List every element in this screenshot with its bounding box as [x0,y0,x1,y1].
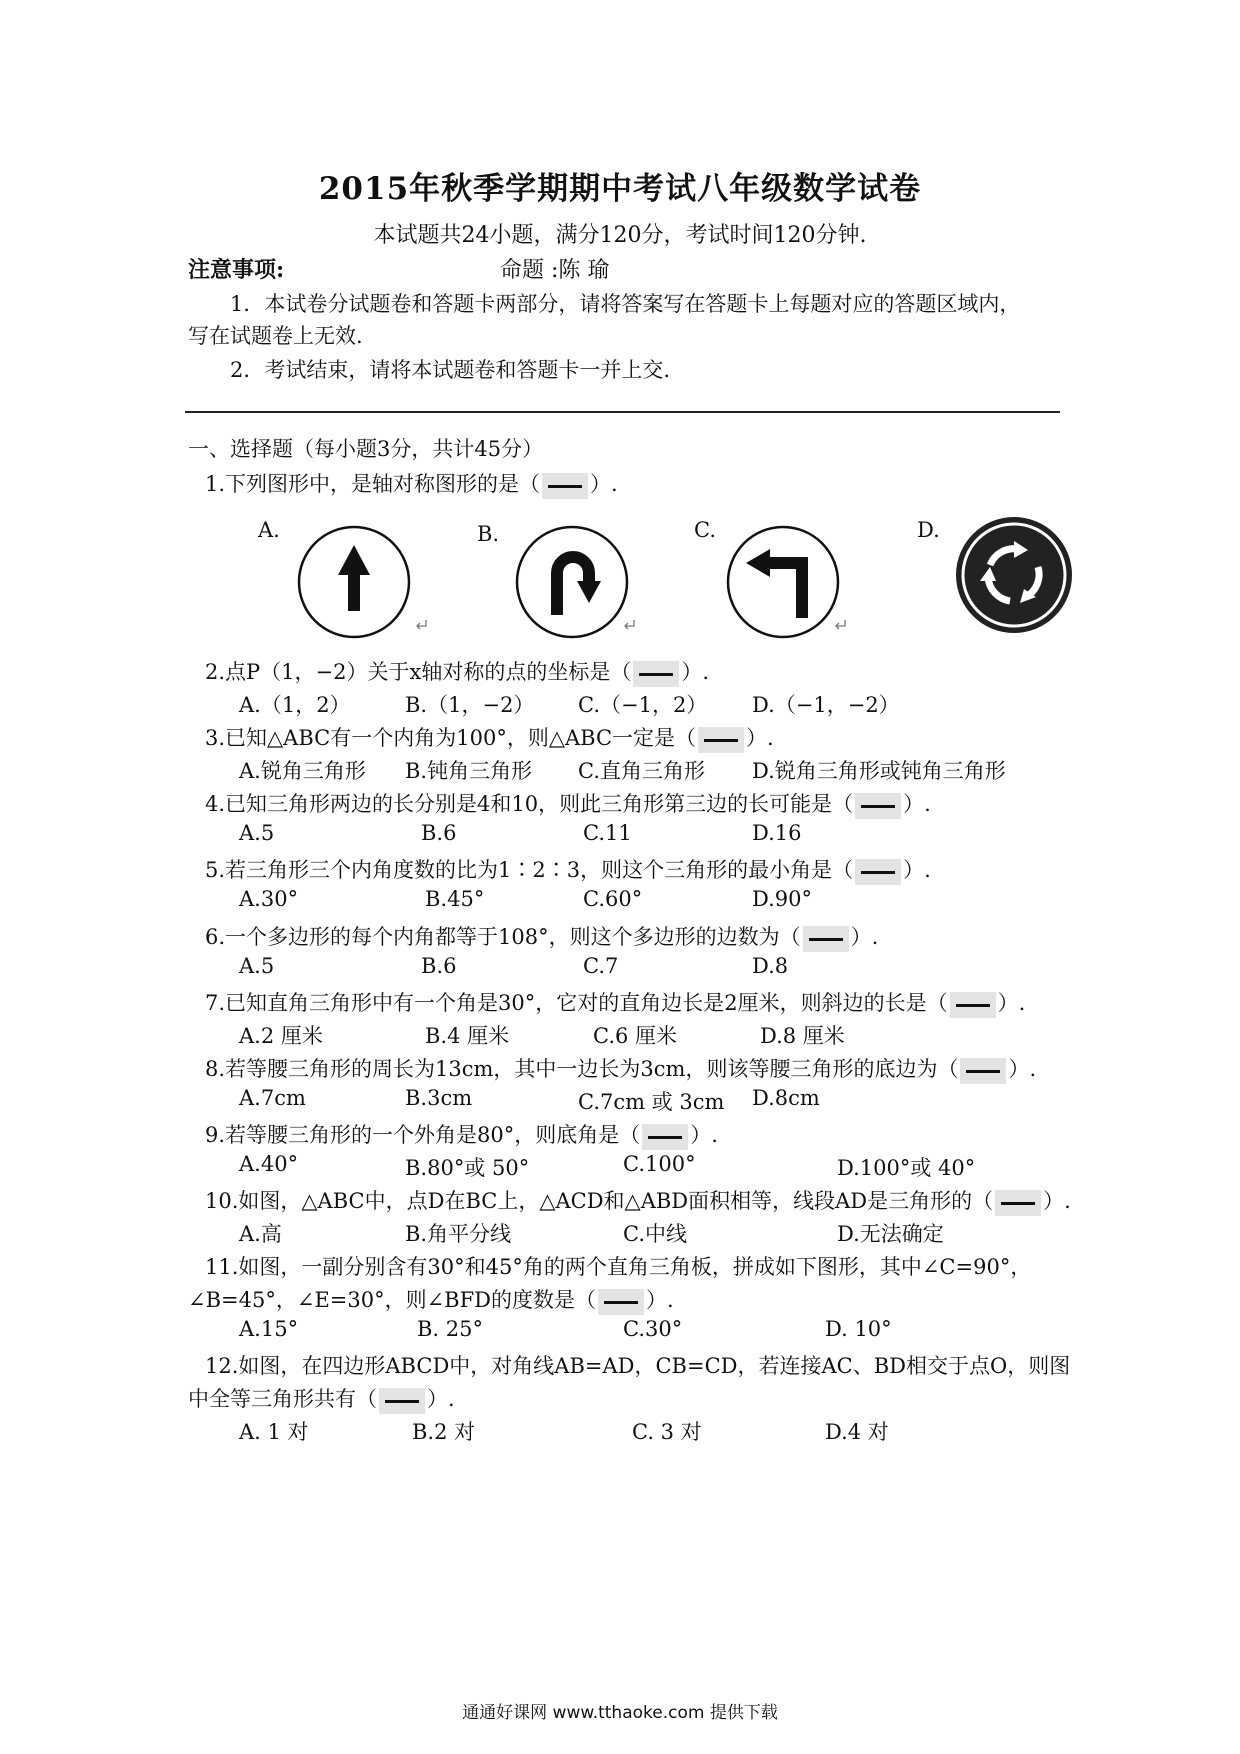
option-a: A.7cm [239,1086,306,1110]
question-11-cont [188,1284,674,1315]
question-end: ）. [590,472,618,496]
question-text: ∠B=45°，∠E=30°，则∠BFD的度数是（ [188,1288,597,1312]
option-c: C.100° [623,1152,696,1176]
question-8 [205,1053,1036,1084]
question-4 [205,788,931,819]
return-mark-icon [623,618,637,632]
return-mark-icon [415,618,429,632]
answer-blank [855,859,901,885]
option-a: A.5 [239,821,275,845]
option-b: B. 25° [417,1317,484,1341]
answer-blank [379,1388,425,1414]
answer-blank [995,1190,1041,1216]
q1-option-b-label: B. [477,522,500,546]
question-end: ）. [903,858,931,882]
question-3 [205,722,774,753]
option-c: C.7 [583,954,619,978]
option-c: C.30° [623,1317,683,1341]
question-11 [205,1251,1031,1281]
answer-blank [642,1124,688,1150]
question-1 [205,468,618,499]
option-b: B.6 [421,821,457,845]
footer-credit: 通通好课网 www.tthaoke.com 提供下载 [462,1703,778,1723]
answer-blank [960,1058,1006,1084]
option-d: D.8cm [752,1086,820,1110]
question-text: 2.点P（1，−2）关于x轴对称的点的坐标是（ [205,660,632,684]
u-turn-sign-icon [513,523,631,641]
option-d: D. 10° [825,1317,892,1341]
question-text: 7.已知直角三角形中有一个角是30°，它对的直角边长是2厘米，则斜边的长是（ [205,991,948,1015]
option-b: B.（1，−2） [405,693,535,717]
section-heading: 一、选择题（每小题3分，共计45分） [188,437,544,461]
question-text: 12.如图，在四边形ABCD中，对角线AB=AD，CB=CD，若连接AC、BD相交于点O，则图 [205,1354,1071,1378]
option-b: B.6 [421,954,457,978]
question-text: 1.下列图形中，是轴对称图形的是（ [205,472,541,496]
author-line: 命题 :陈 瑜 [500,258,610,283]
option-b: B.2 对 [412,1420,476,1444]
option-b: B.钝角三角形 [405,759,533,783]
q1-option-d-label: D. [917,518,940,542]
option-a: A.（1，2） [239,693,351,717]
option-c: C.7cm 或 3cm [578,1090,725,1114]
question-end: ）. [850,925,879,949]
option-b: B.3cm [405,1086,473,1110]
option-c: C.60° [583,887,643,911]
question-end: ）. [1008,1057,1037,1081]
question-text: 5.若三角形三个内角度数的比为1∶2∶3，则这个三角形的最小角是（ [205,858,854,882]
q1-option-c-label: C. [694,518,716,542]
question-6 [205,921,878,952]
question-end: ）. [646,1288,674,1312]
option-b: B.角平分线 [405,1222,512,1246]
arrow-up-sign-icon [295,523,413,641]
question-12 [205,1350,1070,1380]
option-b: B.45° [425,887,485,911]
option-d: D.90° [752,887,812,911]
question-9 [205,1119,718,1150]
option-a: A.40° [239,1152,299,1176]
option-c: C.直角三角形 [578,759,705,783]
answer-blank [803,926,849,952]
option-c: C. 3 对 [632,1420,702,1444]
notice-label: 注意事项: [188,257,285,283]
option-a: A.2 厘米 [239,1024,323,1048]
note-1: 1．本试卷分试题卷和答题卡两部分，请将答案写在答题卡上每题对应的答题区域内， [230,292,1021,316]
question-5 [205,854,931,885]
roundabout-sign-icon [954,515,1074,635]
question-text: 11.如图，一副分别含有30°和45°角的两个直角三角板，拼成如下图形，其中∠C=90°， [205,1255,1032,1279]
option-d: D.无法确定 [837,1222,944,1246]
option-d: D.4 对 [825,1420,889,1444]
question-2 [205,656,709,687]
exam-subtitle: 本试题共24小题，满分120分，考试时间120分钟. [373,223,867,248]
return-mark-icon [834,618,848,632]
answer-blank [698,727,744,753]
question-text: 中全等三角形共有（ [188,1387,377,1411]
option-d: D.8 [752,954,789,978]
option-a: A.5 [239,954,275,978]
option-d: D.8 厘米 [760,1024,845,1048]
option-d: D.100°或 40° [837,1156,976,1180]
question-end: ）. [903,792,931,816]
note-2: 2．考试结束，请将本试题卷和答题卡一并上交. [230,358,671,382]
question-end: ）. [997,991,1026,1015]
answer-blank [542,473,588,499]
option-c: C.（−1，2） [578,693,708,717]
question-text: 9.若等腰三角形的一个外角是80°，则底角是（ [205,1123,641,1147]
option-a: A. 1 对 [239,1420,309,1444]
question-12-cont [188,1383,455,1414]
option-a: A.锐角三角形 [239,759,366,783]
option-d: D.锐角三角形或钝角三角形 [752,759,1006,783]
question-text: 6.一个多边形的每个内角都等于108°，则这个多边形的边数为（ [205,925,801,949]
option-c: C.中线 [623,1222,687,1246]
exam-title: 2015年秋季学期期中考试八年级数学试卷 [318,171,922,207]
question-end: ）. [746,726,774,750]
answer-blank [950,992,996,1018]
question-end: ）. [427,1387,455,1411]
question-text: 4.已知三角形两边的长分别是4和10，则此三角形第三边的长可能是（ [205,792,854,816]
option-a: A.高 [239,1222,282,1246]
option-b: B.4 厘米 [425,1024,510,1048]
question-text: 10.如图，△ABC中，点D在BC上，△ACD和△ABD面积相等，线段AD是三角形的（ [205,1189,994,1213]
option-a: A.30° [239,887,299,911]
answer-blank [855,793,901,819]
question-10 [205,1185,1071,1216]
option-d: D.16 [752,821,802,845]
option-c: C.11 [583,821,632,845]
answer-blank [633,661,679,687]
option-c: C.6 厘米 [593,1024,678,1048]
question-text: 8.若等腰三角形的周长为13cm，其中一边长为3cm，则该等腰三角形的底边为（ [205,1057,959,1081]
question-end: ）. [1043,1189,1071,1213]
turn-left-sign-icon [724,523,842,641]
question-end: ）. [690,1123,718,1147]
note-1-cont: 写在试题卷上无效. [188,324,363,348]
option-a: A.15° [239,1317,299,1341]
q1-option-a-label: A. [258,518,280,542]
divider [185,411,1060,413]
question-7 [205,987,1025,1018]
question-text: 3.已知△ABC有一个内角为100°，则△ABC一定是（ [205,726,697,750]
option-b: B.80°或 50° [405,1156,530,1180]
answer-blank [598,1289,644,1315]
question-end: ）. [681,660,710,684]
option-d: D.（−1，−2） [752,693,900,717]
